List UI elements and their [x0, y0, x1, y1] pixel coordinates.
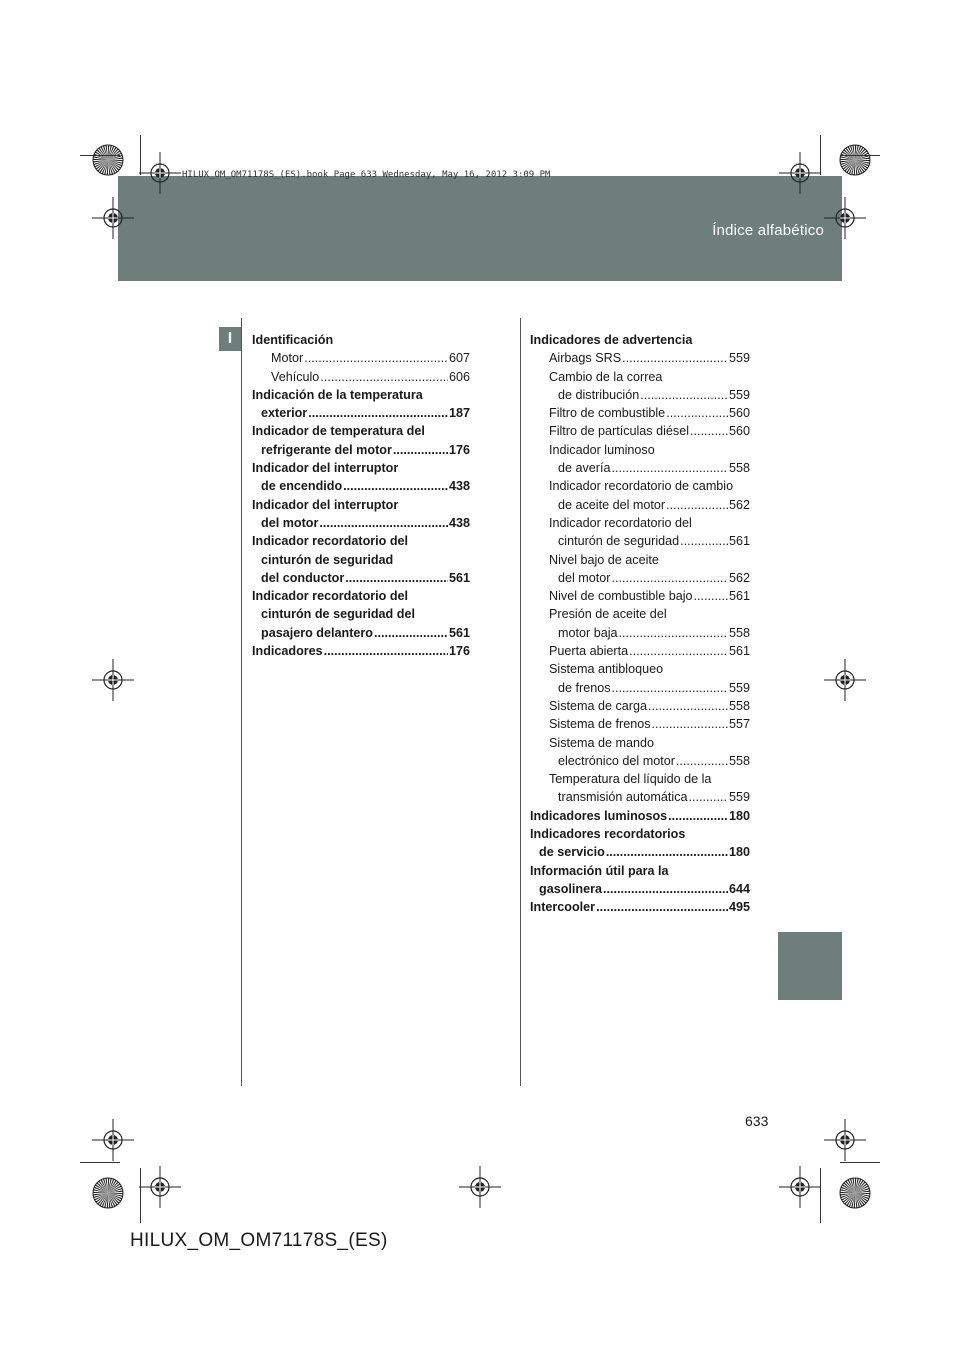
index-entry-label: Sistema de mando — [549, 735, 655, 750]
index-entry-label: Temperatura del líquido de la — [549, 772, 712, 787]
index-entry-label: del motor — [558, 570, 611, 585]
index-entry-page[interactable]: 558 — [728, 753, 750, 768]
crop-line — [820, 135, 821, 175]
registration-mark — [459, 1166, 501, 1208]
index-entry — [530, 496, 750, 514]
leader-dots — [596, 898, 728, 916]
index-entry-label: Vehículo — [271, 369, 320, 384]
index-entry — [530, 368, 750, 386]
index-entry — [530, 642, 750, 660]
index-entry-label: cinturón de seguridad — [261, 552, 394, 567]
index-entry — [530, 514, 750, 532]
leader-dots — [343, 477, 448, 495]
leader-dots — [666, 496, 728, 514]
index-entry-label: Indicador del interruptor — [252, 461, 399, 476]
leader-dots — [666, 404, 728, 422]
index-entry-label: de distribución — [558, 387, 640, 402]
index-entry-label: Indicador del interruptor — [252, 497, 399, 512]
index-entry — [530, 752, 750, 770]
index-entry — [530, 605, 750, 623]
index-entry — [252, 587, 470, 605]
index-entry-label: Sistema de frenos — [549, 717, 651, 732]
starburst-mark-bottom-left — [92, 1177, 124, 1209]
index-entry-label: Filtro de combustible — [549, 406, 666, 421]
leader-dots — [648, 697, 728, 715]
index-entry — [530, 422, 750, 440]
registration-mark — [139, 152, 181, 194]
leader-dots — [308, 404, 448, 422]
leader-dots — [393, 441, 448, 459]
leader-dots — [622, 349, 728, 367]
index-entry-label: de servicio — [539, 845, 605, 860]
index-entry-label: de encendido — [261, 479, 343, 494]
book-stamp: HILUX_OM_OM71178S_(ES).book Page 633 Wednesday, May 16, 2012 3:09 PM — [182, 170, 551, 180]
index-entry-label: gasolinera — [539, 881, 602, 896]
leader-dots — [676, 752, 728, 770]
index-entry-label: cinturón de seguridad del — [261, 607, 415, 622]
index-entry — [530, 459, 750, 477]
index-entry-page[interactable]: 607 — [448, 351, 470, 366]
header-band — [118, 176, 842, 281]
registration-mark — [824, 197, 866, 239]
crop-line — [840, 1162, 880, 1163]
index-entry-label: Indicadores — [252, 644, 323, 659]
index-entry-page[interactable]: 561 — [728, 534, 750, 549]
index-entry — [252, 477, 470, 495]
index-entry — [530, 770, 750, 788]
index-entry — [530, 862, 750, 880]
index-entry — [530, 843, 750, 861]
index-entry — [530, 569, 750, 587]
index-entry — [530, 624, 750, 642]
index-column-right — [530, 331, 750, 917]
index-entry-page[interactable]: 176 — [448, 644, 470, 659]
index-entry-page[interactable]: 495 — [728, 900, 750, 915]
crop-line — [840, 155, 880, 156]
index-entry-page[interactable]: 438 — [448, 515, 470, 530]
index-entry-page[interactable]: 560 — [728, 424, 750, 439]
index-entry-label: de frenos — [558, 680, 611, 695]
index-entry — [530, 734, 750, 752]
crop-line — [140, 1168, 141, 1223]
index-entry — [530, 441, 750, 459]
registration-mark — [824, 1119, 866, 1161]
starburst-mark-bottom-right — [839, 1177, 871, 1209]
crop-line — [140, 135, 141, 175]
registration-mark — [92, 1119, 134, 1161]
index-entry — [252, 331, 470, 349]
index-entry — [530, 880, 750, 898]
index-entry — [252, 422, 470, 440]
index-entry-label: Filtro de partículas diésel — [549, 424, 689, 439]
index-entry-page[interactable]: 558 — [728, 461, 750, 476]
index-entry-page[interactable]: 558 — [728, 698, 750, 713]
index-entry-label: Indicadores recordatorios — [530, 827, 686, 842]
index-entry-page[interactable]: 559 — [728, 387, 750, 402]
index-entry-page[interactable]: 559 — [728, 790, 750, 805]
registration-mark — [92, 659, 134, 701]
leader-dots — [689, 788, 728, 806]
index-entry — [252, 404, 470, 422]
index-entry-page[interactable]: 176 — [448, 442, 470, 457]
index-entry-label: Indicadores luminosos — [530, 808, 668, 823]
index-entry — [530, 532, 750, 550]
index-entry-label: Nivel bajo de aceite — [549, 552, 659, 567]
index-entry-label: Indicador recordatorio de cambio — [549, 479, 734, 494]
leader-dots — [603, 880, 728, 898]
leader-dots — [612, 569, 728, 587]
index-entry — [252, 441, 470, 459]
starburst-mark-top-left — [92, 144, 124, 176]
index-entry-label: cinturón de seguridad — [558, 534, 680, 549]
index-entry-label: pasajero delantero — [261, 625, 373, 640]
leader-dots — [320, 368, 448, 386]
index-entry — [252, 551, 470, 569]
column-rule-left — [241, 318, 242, 1086]
leader-dots — [319, 514, 448, 532]
index-entry-label: Indicador luminoso — [549, 442, 655, 457]
index-entry-label: refrigerante del motor — [261, 442, 392, 457]
leader-dots — [324, 642, 448, 660]
registration-mark — [779, 152, 821, 194]
leader-dots — [619, 624, 728, 642]
index-entry-page[interactable]: 180 — [728, 808, 750, 823]
index-entry — [530, 788, 750, 806]
index-entry-page[interactable]: 606 — [448, 369, 470, 384]
index-entry-label: exterior — [261, 406, 308, 421]
index-entry-label: Nivel de combustible bajo — [549, 589, 693, 604]
registration-mark — [92, 197, 134, 239]
index-entry — [252, 459, 470, 477]
registration-mark — [139, 1166, 181, 1208]
index-entry-page[interactable]: 559 — [728, 680, 750, 695]
index-entry — [530, 715, 750, 733]
index-entry-label: Puerta abierta — [549, 644, 629, 659]
index-entry — [252, 496, 470, 514]
index-entry — [252, 605, 470, 623]
index-entry — [252, 349, 470, 367]
index-entry-label: del conductor — [261, 570, 345, 585]
index-entry-label: electrónico del motor — [558, 753, 675, 768]
index-entry-page[interactable]: 561 — [728, 589, 750, 604]
leader-dots — [612, 459, 728, 477]
index-entry-label: Indicadores de advertencia — [530, 333, 693, 347]
column-rule-middle — [520, 318, 521, 1086]
leader-dots — [345, 569, 448, 587]
index-entry-label: Cambio de la correa — [549, 369, 663, 384]
index-entry-label: Indicación de la temperatura — [252, 387, 423, 402]
index-entry — [530, 477, 750, 495]
index-entry-page[interactable]: 559 — [728, 351, 750, 366]
index-entry-label: transmisión automática — [558, 790, 688, 805]
leader-dots — [652, 715, 728, 733]
index-entry-page[interactable]: 561 — [448, 570, 470, 585]
index-entry — [252, 642, 470, 660]
index-entry-label: Indicador de temperatura del — [252, 424, 425, 439]
index-entry — [530, 825, 750, 843]
registration-mark — [779, 1166, 821, 1208]
registration-mark — [824, 659, 866, 701]
index-entry-page[interactable]: 187 — [448, 406, 470, 421]
leader-dots — [690, 422, 728, 440]
index-entry-label: Indicador recordatorio del — [252, 534, 409, 549]
leader-dots — [629, 642, 728, 660]
index-entry-label: Presión de aceite del — [549, 607, 667, 622]
index-entry-label: de avería — [558, 461, 611, 476]
index-entry — [530, 386, 750, 404]
index-entry-label: Indicador recordatorio del — [549, 515, 692, 530]
index-entry-label: motor baja — [558, 625, 618, 640]
leader-dots — [668, 807, 728, 825]
index-entry — [252, 368, 470, 386]
index-entry-label: Información útil para la — [530, 863, 669, 878]
index-entry-page[interactable]: 561 — [728, 644, 750, 659]
index-entry — [252, 532, 470, 550]
index-entry — [530, 898, 750, 916]
index-entry-label: Sistema de carga — [549, 698, 648, 713]
section-letter: I — [219, 327, 241, 351]
index-entry-page[interactable]: 557 — [728, 717, 750, 732]
section-title: Índice alfabético — [712, 222, 824, 239]
index-entry — [530, 807, 750, 825]
leader-dots — [680, 532, 728, 550]
index-entry-page[interactable]: 560 — [728, 406, 750, 421]
index-entry — [530, 660, 750, 678]
index-entry — [252, 386, 470, 404]
leader-dots — [304, 349, 448, 367]
index-entry — [530, 331, 750, 349]
index-entry-label: Airbags SRS — [549, 351, 622, 366]
index-entry — [530, 679, 750, 697]
index-entry-label: Motor — [271, 351, 304, 366]
leader-dots — [374, 624, 448, 642]
index-entry-label: Intercooler — [530, 900, 596, 915]
index-entry — [530, 349, 750, 367]
index-entry-label: del motor — [261, 515, 319, 530]
index-entry — [252, 514, 470, 532]
crop-line — [80, 155, 120, 156]
leader-dots — [694, 587, 728, 605]
index-entry-page[interactable]: 562 — [728, 497, 750, 512]
starburst-mark-top-right — [839, 144, 871, 176]
index-entry-label: de aceite del motor — [558, 497, 666, 512]
leader-dots — [640, 386, 728, 404]
index-column-left — [252, 331, 470, 660]
crop-line — [80, 1162, 120, 1163]
index-entry-page[interactable]: 562 — [728, 570, 750, 585]
page-number: 633 — [745, 1113, 769, 1129]
index-entry-label: Sistema antibloqueo — [549, 662, 664, 677]
index-entry — [530, 551, 750, 569]
index-entry-page[interactable]: 558 — [728, 625, 750, 640]
thumb-tab — [778, 932, 842, 1000]
leader-dots — [606, 843, 728, 861]
index-entry-page[interactable]: 180 — [728, 845, 750, 860]
index-entry — [530, 404, 750, 422]
index-entry-page[interactable]: 561 — [448, 625, 470, 640]
crop-line — [820, 1168, 821, 1223]
index-entry — [530, 587, 750, 605]
index-entry — [252, 624, 470, 642]
document-code: HILUX_OM_OM71178S_(ES) — [130, 1230, 388, 1251]
leader-dots — [612, 679, 728, 697]
index-entry — [252, 569, 470, 587]
index-entry — [530, 697, 750, 715]
index-entry-label: Identificación — [252, 333, 334, 347]
index-entry-page[interactable]: 644 — [728, 881, 750, 896]
index-entry-label: Indicador recordatorio del — [252, 589, 409, 604]
index-entry-page[interactable]: 438 — [448, 479, 470, 494]
